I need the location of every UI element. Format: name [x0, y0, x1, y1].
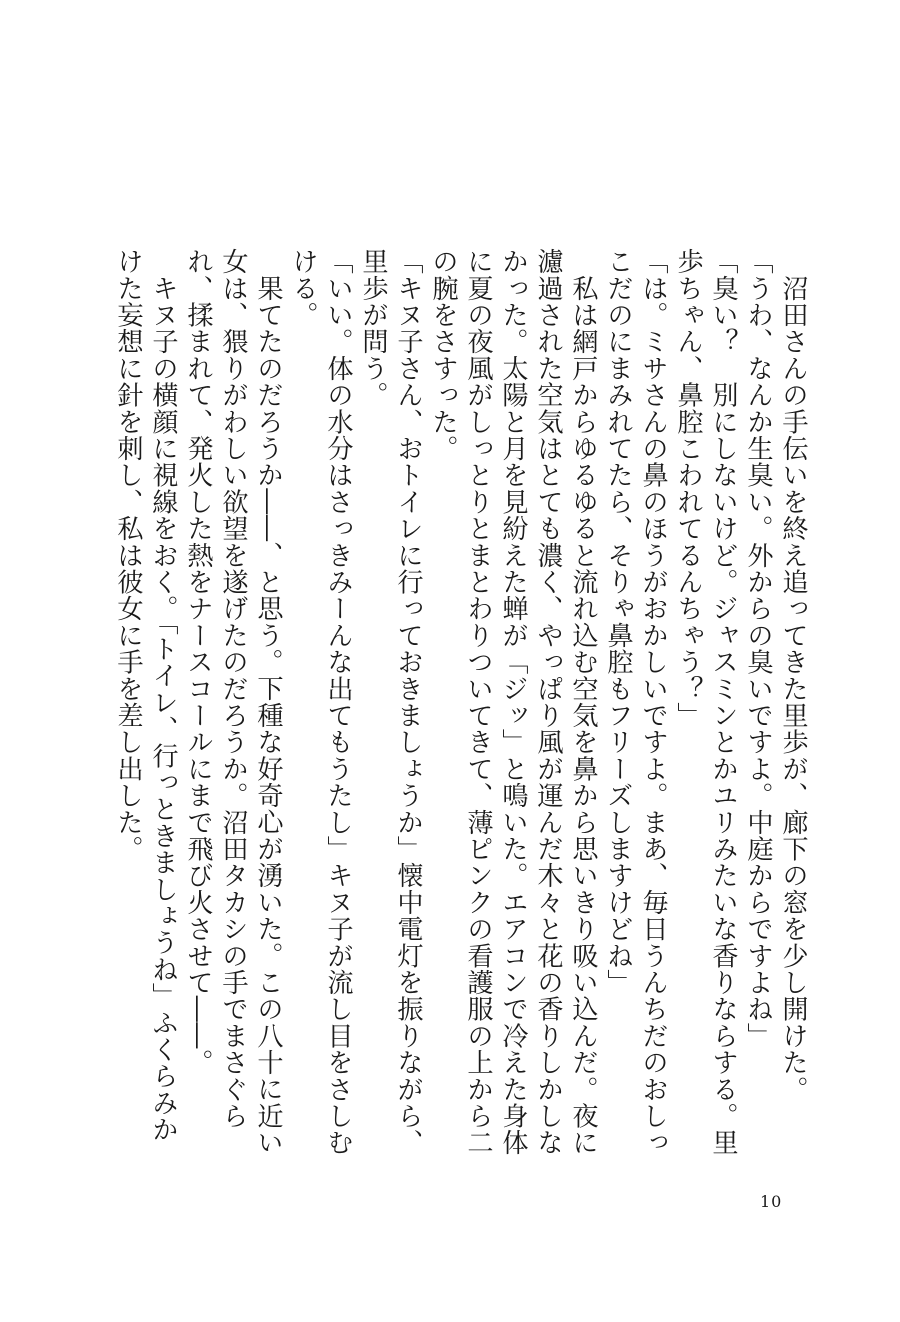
- paragraph: 果てたのだろうか――、と思う。下種な好奇心が湧いた。この八十に近い女は、猥りがわしい欲望を遂げたのだろうか。沼田タカシの手でまさぐられ、揉まれて、発火した熱をナースコールにまで飛び火させて――。: [183, 248, 283, 1156]
- paragraph: 「臭い？ 別にしないけど。ジャスミンとかユリみたいな香りならする。里歩ちゃん、鼻腔こわれてるんちゃう？」: [673, 248, 738, 1156]
- paragraph: 「キヌ子さん、おトイレに行っておきましょうか」懐中電灯を振りながら、里歩が問う。: [358, 248, 423, 1156]
- paragraph: キヌ子の横顔に視線をおく。「トイレ、行っときましょうね」ふくらみかけた妄想に針を刺し、私は彼女に手を差し出した。: [113, 248, 178, 1143]
- paragraph: 「は。ミサさんの鼻のほうがおかしいですよ。まあ、毎日うんちだのおしっこだのにまみれてたら、そりゃ鼻腔もフリーズしますけどね」: [603, 248, 668, 1156]
- paragraph: 私は網戸からゆるゆると流れ込む空気を鼻から思いきり吸い込んだ。夜に濾過された空気はとても濃く、やっぱり風が運んだ木々と花の香りしかしなかった。太陽と月を見紛えた蝉が「ジッ」と鳴いた。エアコンで冷えた身体に夏の夜風がしっとりとまとわりついてきて、薄ピンクの看護服の上から二の腕をさすった。: [428, 248, 598, 1156]
- body-text: [113, 248, 810, 1160]
- page-number: 10: [760, 1192, 783, 1211]
- paragraph: 「いい。体の水分はさっきみーんな出てもうたし」キヌ子が流し目をさしむける。: [288, 248, 353, 1156]
- paragraph: 沼田さんの手伝いを終え追ってきた里歩が、廊下の窓を少し開けた。: [778, 248, 808, 1103]
- paragraph: 「うわ、なんか生臭い。外からの臭いですよ。中庭からですよね」: [743, 248, 773, 1049]
